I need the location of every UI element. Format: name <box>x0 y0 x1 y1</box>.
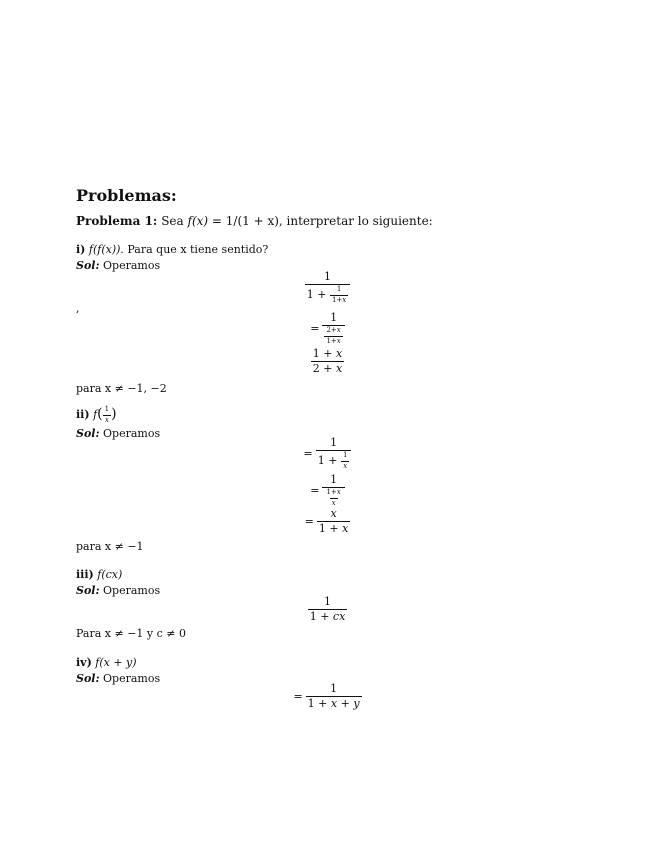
problem-statement <box>76 214 433 228</box>
eq-iii-1: $\frac{1}{1 + cx}$ <box>309 595 346 624</box>
sol-label: Sol: <box>76 259 100 272</box>
part-ii-condition: para x ≠ −1 <box>76 540 144 553</box>
part-ii-label: ii) <box>76 408 90 422</box>
part-iv-heading <box>76 656 137 669</box>
problem-label: Problema 1: <box>76 214 158 228</box>
part-iii-heading <box>76 568 122 581</box>
problem-prefix: Sea <box>161 214 188 228</box>
eq-ii-3: = $\frac{x}{1 + x}$ <box>304 507 349 536</box>
part-iii-label: iii) <box>76 568 94 581</box>
eq-iv-1: = $\frac{1}{1 + x + y}$ <box>293 682 360 711</box>
part-i-condition: para x ≠ −1, −2 <box>76 382 167 395</box>
part-i-heading <box>76 243 268 256</box>
operamos-text: Operamos <box>103 672 161 685</box>
eq-i-1: 1 1 + $\frac{1}{1+x}$ <box>0 270 655 304</box>
sol-label: Sol: <box>76 584 100 597</box>
sol-label: Sol: <box>76 427 100 440</box>
eq-i-2: = $\frac{1}{\frac{2+x}{1+x}}$ <box>0 312 655 345</box>
part-i-expr: f(f(x)). <box>88 243 124 256</box>
problem-fx: f(x) <box>187 214 209 228</box>
eq-i-3: $\frac{1 + x}{2 + x}$ <box>312 347 343 376</box>
operamos-text: Operamos <box>103 259 161 272</box>
part-i-label: i) <box>76 243 86 256</box>
problem-definition: = 1/(1 + x), interpretar lo siguiente: <box>208 214 433 228</box>
operamos-text: Operamos <box>103 427 161 440</box>
operamos-text: Operamos <box>103 584 161 597</box>
eq-ii-2: = $\frac{1}{\frac{1+x}{x}}$ <box>0 474 655 507</box>
part-iv-expr: f(x + y) <box>95 656 137 669</box>
part-iii-condition: Para x ≠ −1 y c ≠ 0 <box>76 627 186 640</box>
part-iii-expr: f(cx) <box>97 568 123 581</box>
sol-label: Sol: <box>76 672 100 685</box>
page-title: Problemas: <box>76 186 177 205</box>
part-ii-heading: ii) f( $\frac{1}{x}$ ) <box>76 405 117 424</box>
eq-ii-1: = 1 1 + $\frac{1}{x}$ <box>0 437 655 470</box>
part-i-question: Para que x tiene sentido? <box>123 243 269 256</box>
comma-mark: , <box>76 302 80 315</box>
part-iv-label: iv) <box>76 656 92 669</box>
